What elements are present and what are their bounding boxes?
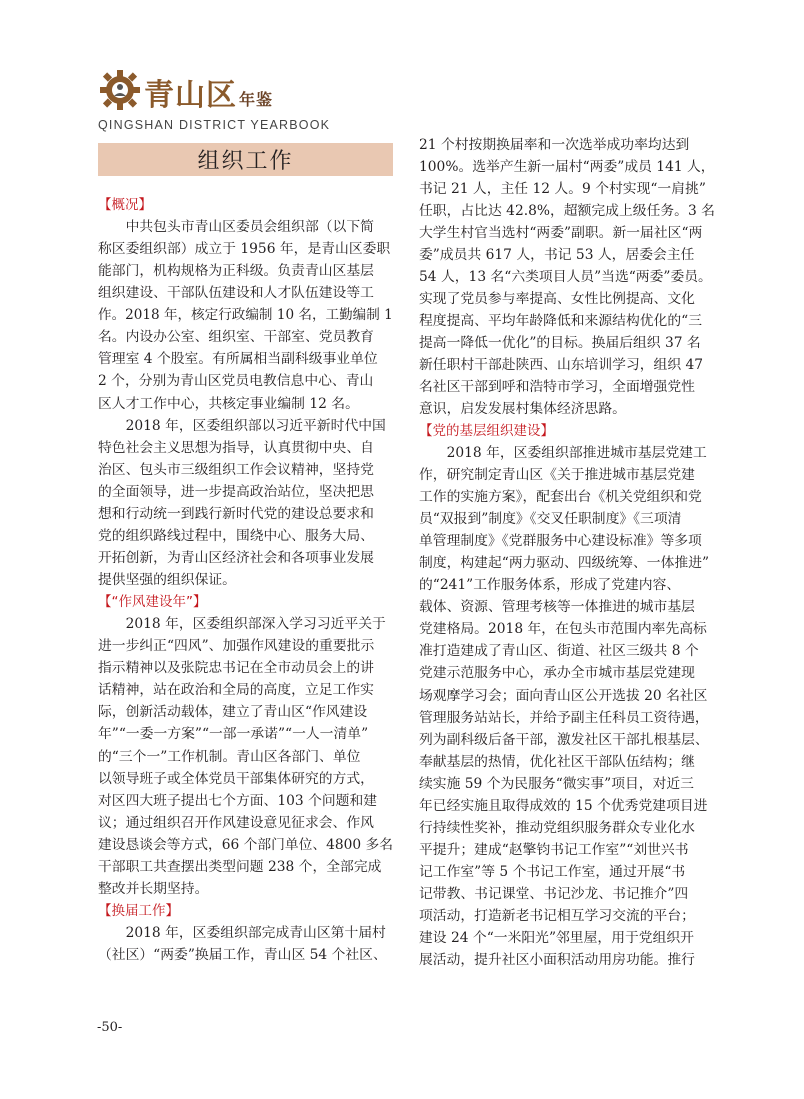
text-line: 记带教、书记课堂、书记沙龙、书记推介”四 xyxy=(419,885,689,902)
text-line: 展活动，提升社区小面积活动用房功能。推行 xyxy=(419,951,695,968)
text-line: 管理服务站站长，并给予副主任科员工资待遇， xyxy=(419,709,709,726)
text-line: 程度提高、平均年龄降低和来源结构优化的“三 xyxy=(419,313,702,330)
text-line: 场观摩学习会；面向青山区公开选拔 20 名社区 xyxy=(419,687,708,704)
text-line: 的“三个一”工作机制。青山区各部门、单位 xyxy=(98,748,361,765)
text-line: 年”“一委一方案”“一部一承诺”“一人一清单” xyxy=(98,726,369,743)
text-line: 区人才工作中心，共核定事业编制 12 名。 xyxy=(98,395,359,412)
section-heading: 【换届工作】 xyxy=(98,902,179,919)
text-line: 21 个村按期换届率和一次选举成功率均达到 xyxy=(419,137,690,153)
text-line: 际，创新活动载体，建立了青山区“作风建设 xyxy=(98,704,368,721)
text-line: 进一步纠正“四风”、加强作风建设的重要批示 xyxy=(98,638,375,655)
yearbook-header xyxy=(98,68,338,138)
text-line: 提供坚强的组织保证。 xyxy=(98,572,236,589)
text-line: 建设恳谈会等方式，66 个部门单位、4800 多名 xyxy=(98,836,393,853)
text-line: 想和行动统一到践行新时代党的建设总要求和 xyxy=(98,505,374,522)
text-line: 组织建设、干部队伍建设和人才队伍建设等工 xyxy=(98,285,374,302)
text-line: 指示精神以及张院忠书记在全市动员会上的讲 xyxy=(98,660,374,677)
section-title-band xyxy=(98,143,393,176)
text-line: 记工作室”等 5 个书记工作室，通过开展“书 xyxy=(419,863,686,880)
text-line: 干部职工共查摆出类型问题 238 个，全部完成 xyxy=(98,858,382,875)
text-line: 建设 24 个“一米阳光”邻里屋，用于党组织开 xyxy=(419,929,694,946)
text-line: 新任职村干部赴陕西、山东培训学习，组织 47 xyxy=(419,357,704,374)
text-line: 奉献基层的热情，优化社区干部队伍结构；继 xyxy=(419,753,695,770)
text-line: 员“双报到”制度》《交叉任职制度》《三项清 xyxy=(419,511,682,528)
text-line: 党建格局。2018 年，在包头市范围内率先高标 xyxy=(419,621,707,638)
text-line: 党建示范服务中心，承办全市城市基层党建现 xyxy=(419,665,695,682)
text-line: 大学生村官当选村“两委”副职。新一届社区“两 xyxy=(419,225,703,242)
text-line: 整改并长期坚持。 xyxy=(98,880,209,897)
brand-title: 青山区 年鉴 xyxy=(144,78,274,113)
text-line: 任职，占比达 42.8%，超额完成上级任务。3 名 xyxy=(419,203,715,220)
text-line: 准打造建成了青山区、街道、社区三级共 8 个 xyxy=(419,643,699,660)
text-line: 2018 年，区委组织部深入学习习近平关于 xyxy=(98,616,386,633)
text-line: 实现了党员参与率提高、女性比例提高、文化 xyxy=(419,291,695,308)
text-line: 54 人，13 名“六类项目人员”当选“两委”委员。 xyxy=(419,269,712,286)
text-line: 名社区干部到呼和浩特市学习，全面增强党性 xyxy=(419,379,695,396)
text-line: 中共包头市青山区委员会组织部（以下简 xyxy=(98,219,374,236)
text-line: 的“241”工作服务体系，形成了党建内容、 xyxy=(419,577,681,594)
text-line: （社区）“两委”换届工作，青山区 54 个社区、 xyxy=(98,947,387,964)
section-title: 组织工作 xyxy=(197,149,294,174)
text-line: 平提升；建成“赵擎钧书记工作室”“刘世兴书 xyxy=(419,841,689,858)
text-line: 项活动，打造新老书记相互学习交流的平台； xyxy=(419,907,695,924)
text-line: 称区委组织部）成立于 1956 年，是青山区委职 xyxy=(98,241,391,258)
text-line: 对区四大班子提出七个方面、103 个问题和建 xyxy=(98,792,378,809)
section-heading: 【概况】 xyxy=(98,197,152,213)
text-line: 作。2018 年，核定行政编制 10 名，工勤编制 1 xyxy=(98,307,393,324)
text-line: 2018 年，区委组织部推进城市基层党建工 xyxy=(419,445,707,462)
text-line: 单管理制度》《党群服务中心建设标准》等多项 xyxy=(419,533,702,550)
text-line: 议；通过组织召开作风建设意见征求会、作风 xyxy=(98,814,374,831)
text-line: 列为副科级后备干部，激发社区干部扎根基层、 xyxy=(419,731,709,748)
text-line: 续实施 59 个为民服务“微实事”项目，对近三 xyxy=(419,775,694,792)
text-line: 话精神，站在政治和全局的高度，立足工作实 xyxy=(98,682,374,699)
text-line: 100%。选举产生新一届村“两委”成员 141 人， xyxy=(419,159,715,176)
text-line: 行持续性奖补，推动党组织服务群众专业化水 xyxy=(419,819,695,836)
yearbook-english-title: QINGSHAN DISTRICT YEARBOOK xyxy=(98,118,331,132)
text-line: 能部门，机构规格为正科级。负责青山区基层 xyxy=(98,263,374,280)
text-line: 意识，启发发展村集体经济思路。 xyxy=(419,401,626,418)
text-line: 治区、包头市三级组织工作会议精神，坚持党 xyxy=(98,461,374,478)
text-line: 工作的实施方案》，配套出台《机关党组织和党 xyxy=(419,489,702,506)
text-line: 书记 21 人，主任 12 人。9 个村实现“一肩挑” xyxy=(419,181,706,198)
text-line: 名。内设办公室、组织室、干部室、党员教育 xyxy=(98,329,374,346)
brand-suffix: 年鉴 xyxy=(239,90,274,109)
text-line: 开拓创新，为青山区经济社会和各项事业发展 xyxy=(98,549,374,566)
text-line: 年已经实施且取得成效的 15 个优秀党建项目进 xyxy=(419,797,708,814)
text-line: 载体、资源、管理考核等一体推进的城市基层 xyxy=(419,599,695,616)
text-line: 2 个，分别为青山区党员电教信息中心、青山 xyxy=(98,373,374,390)
text-line: 作，研究制定青山区《关于推进城市基层党建 xyxy=(419,467,695,484)
text-line: 2018 年，区委组织部以习近平新时代中国 xyxy=(98,417,386,434)
section-heading: 【党的基层组织建设】 xyxy=(419,423,554,440)
text-line: 以领导班子或全体党员干部集体研究的方式， xyxy=(98,770,374,787)
text-line: 党的组织路线过程中，围绕中心、服务大局、 xyxy=(98,527,374,544)
text-line: 特色社会主义思想为指导，认真贯彻中央、自 xyxy=(98,439,374,456)
text-line: 制度，构建起“两力驱动、四级统筹、一体推进” xyxy=(419,555,710,572)
text-line: 管理室 4 个股室。有所属相当副科级事业单位 xyxy=(98,351,378,368)
page-number: -50- xyxy=(97,1020,123,1035)
text-line: 2018 年，区委组织部完成青山区第十届村 xyxy=(98,924,386,941)
text-line: 的全面领导，进一步提高政治站位，坚决把思 xyxy=(98,483,374,500)
text-line: 委”成员共 617 人，书记 53 人，居委会主任 xyxy=(419,247,695,264)
section-heading: 【“作风建设年”】 xyxy=(98,594,207,611)
gear-figure-logo-icon xyxy=(98,68,142,112)
text-line: 提高一降低一优化”的目标。换届后组织 37 名 xyxy=(419,335,701,352)
